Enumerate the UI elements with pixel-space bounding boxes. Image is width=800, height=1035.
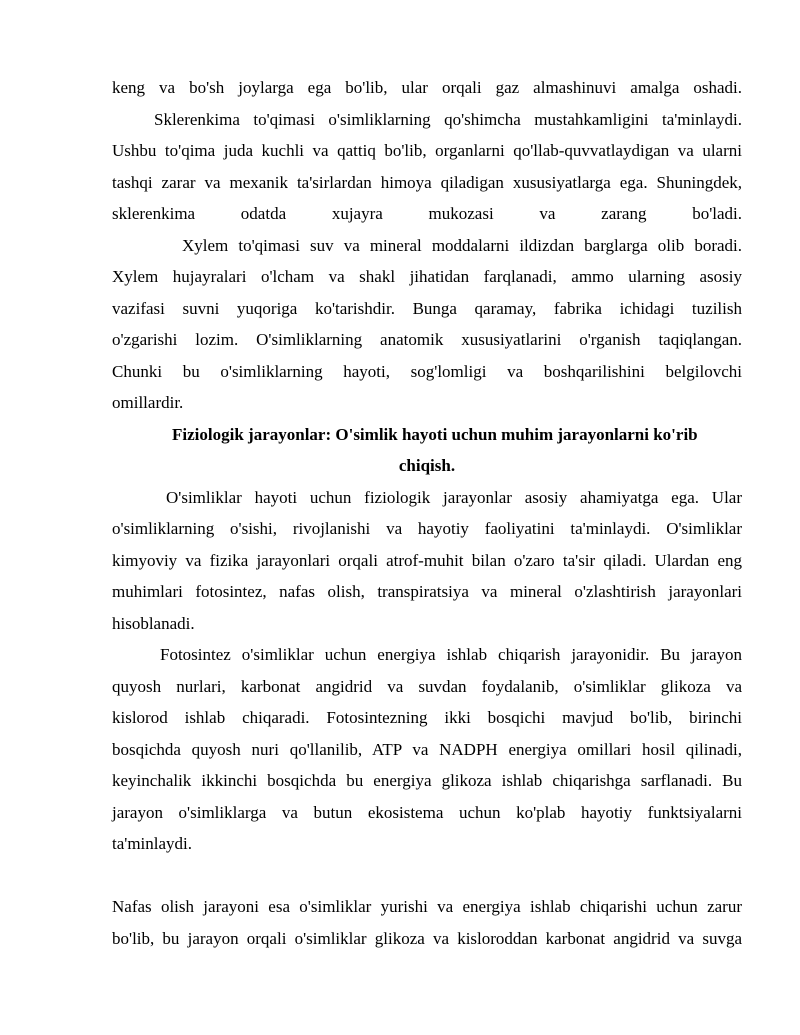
body-line: muhimlari fotosintez, nafas olish, transpiratsiya va mineral o'zlashtirish jarayonlari	[112, 582, 742, 601]
body-line: sklerenkima odatda xujayra mukozasi va zarang bo'ladi.	[112, 204, 742, 223]
body-line: Ushbu to'qima juda kuchli va qattiq bo'lib, organlarni qo'llab-quvvatlaydigan va ularni	[112, 141, 742, 160]
body-line: Sklerenkima to'qimasi o'simliklarning qo'shimcha mustahkamligini ta'minlaydi.	[154, 109, 742, 129]
body-line: Xylem to'qimasi suv va mineral moddalarni ildizdan barglarga olib boradi.	[182, 235, 742, 255]
section-heading: Fiziologik jarayonlar: O'simlik hayoti uchun muhim jarayonlarni ko'rib	[172, 424, 698, 444]
body-line: ta'minlaydi.	[112, 834, 193, 853]
body-line: quyosh nurlari, karbonat angidrid va suvdan foydalanib, o'simliklar glikoza va	[112, 676, 742, 696]
body-line: Nafas olish jarayoni esa o'simliklar yurishi va energiya ishlab chiqarishi uchun zarur	[112, 897, 742, 916]
body-line: omillardir.	[112, 393, 184, 412]
body-line: Xylem hujayralari o'lcham va shakl jihatidan farqlanadi, ammo ularning asosiy	[112, 267, 742, 286]
body-line: o'zgarishi lozim. O'simliklarning anatomik xususiyatlarini o'rganish taqiqlangan.	[112, 330, 742, 349]
body-line: kislorod ishlab chiqaradi. Fotosintezning ikki bosqichi mavjud bo'lib, birinchi	[112, 708, 742, 727]
body-line: o'simliklarning o'sishi, rivojlanishi va hayotiy faoliyatini ta'minlaydi. O'simliklar	[112, 519, 742, 538]
body-line: O'simliklar hayoti uchun fiziologik jarayonlar asosiy ahamiyatga ega. Ular	[166, 487, 742, 507]
body-line: keng va bo'sh joylarga ega bo'lib, ular orqali gaz almashinuvi amalga oshadi.	[112, 78, 742, 97]
section-heading: chiqish.	[398, 456, 456, 475]
body-line: kimyoviy va fizika jarayonlari orqali atrof-muhit bilan o'zaro ta'sir qiladi. Ulardan eng	[112, 550, 742, 570]
body-line: jarayon o'simliklarga va butun ekosistema uchun ko'plab hayotiy funktsiyalarni	[112, 802, 742, 822]
document-page	[112, 72, 742, 954]
body-line: tashqi zarar va mexanik ta'sirlardan himoya qiladigan xususiyatlarga ega. Shuningdek,	[112, 172, 742, 192]
body-line: hisoblanadi.	[112, 613, 195, 633]
paragraph-gap	[112, 860, 742, 892]
body-line: Chunki bu o'simliklarning hayoti, sog'lomligi va boshqarilishini belgilovchi	[112, 361, 742, 381]
body-line: bo'lib, bu jarayon orqali o'simliklar glikoza va kisloroddan karbonat angidrid va suvga	[112, 928, 742, 948]
body-line: bosqichda quyosh nuri qo'llanilib, ATP va NADPH energiya omillari hosil qilinadi,	[112, 739, 742, 759]
body-line: vazifasi suvni yuqoriga ko'tarishdir. Bunga qaramay, fabrika ichidagi tuzilish	[112, 298, 742, 318]
body-line: keyinchalik ikkinchi bosqichda bu energiya glikoza ishlab chiqarishga sarflanadi. Bu	[112, 771, 742, 790]
body-line: Fotosintez o'simliklar uchun energiya ishlab chiqarish jarayonidir. Bu jarayon	[160, 645, 742, 664]
